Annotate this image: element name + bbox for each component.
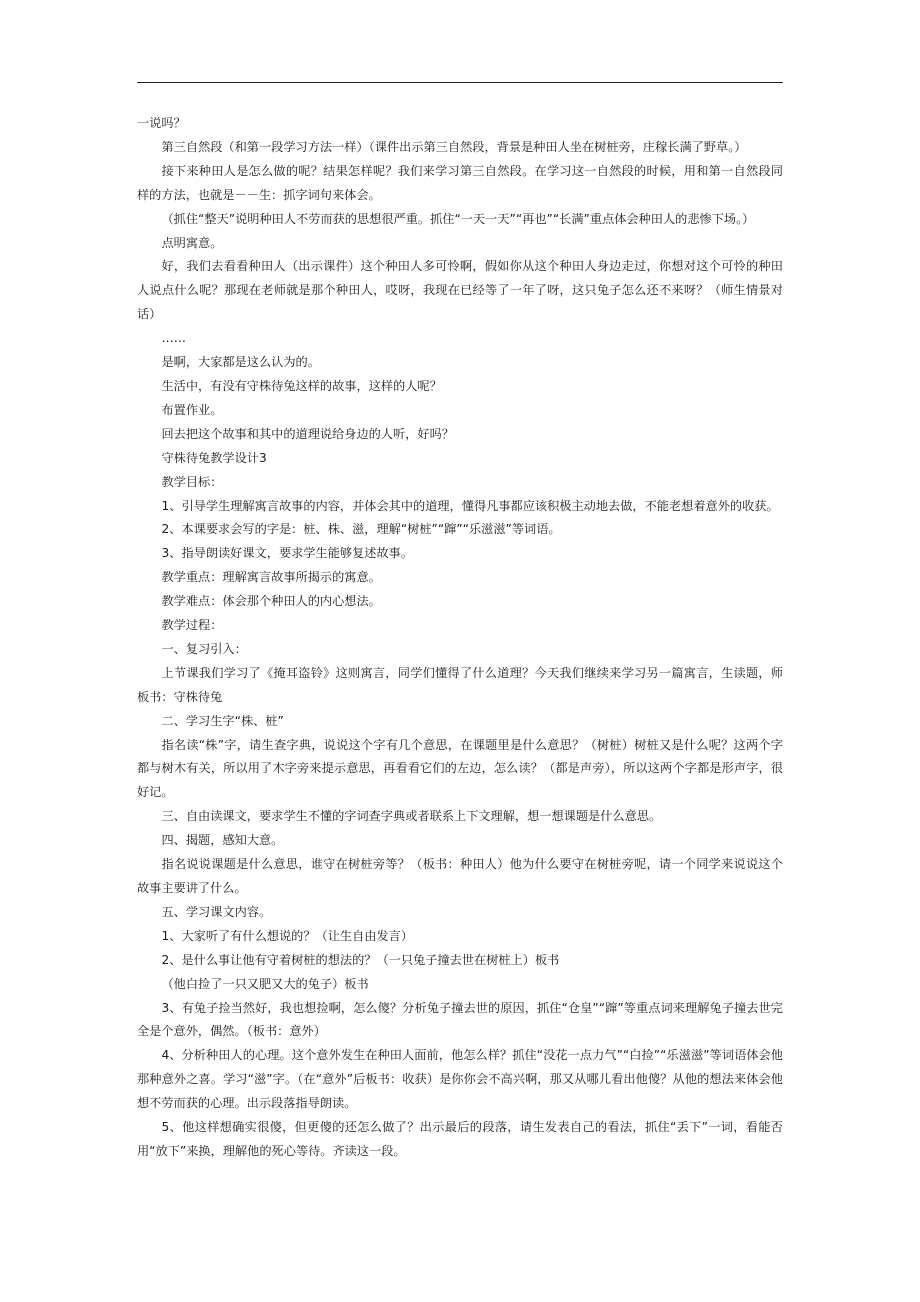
paragraph: 2、本课要求会写的字是：桩、株、滋，理解“树桩”“蹿”“乐滋滋”等词语。 [161,522,561,537]
paragraph: 教学目标： [161,474,223,489]
paragraph: 3、有兔子捡当然好，我也想捡啊，怎么傻？分析兔子撞去世的原因，抓住“仓皇”“蹿”等重点词来理解兔子撞去世完全是个意外，偶然。（板书：意外） [137,1000,783,1039]
paragraph: 好，我们去看看种田人（出示课件）这个种田人多可怜啊，假如你从这个种田人身边走过，你想对这个可怜的种田人说点什么呢？那现在老师就是那个种田人，哎呀，我现在已经等了一年了呀，这只兔子怎么还不来呀？（师生情景对话） [137,259,783,322]
paragraph: 二、学习生字“株、桩” [161,713,284,728]
paragraph: （他白捡了一只又肥又大的兔子）板书 [161,976,369,991]
paragraph: 接下来种田人是怎么做的呢？结果怎样呢？我们来学习第三自然段。在学习这一自然段的时候，用和第一自然段同样的方法，也就是－－生：抓字词句来体会。 [137,163,783,202]
paragraph: 一说吗？ [137,116,186,130]
paragraph: 2、是什么事让他有守着树桩的想法的？（一只兔子撞去世在树桩上）板书 [161,952,560,967]
paragraph: 3、指导朗读好课文，要求学生能够复述故事。 [161,546,414,561]
paragraph: 五、学习课文内容。 [161,904,272,919]
paragraph: 守株待兔教学设计3 [161,450,267,465]
paragraph: …… [161,331,186,346]
paragraph: 4、分析种田人的心理。这个意外发生在种田人面前，他怎么样？抓住“没花一点力气”“白捡”“乐滋滋”等词语体会他那种意外之喜。学习“滋”字。（在“意外”后板书：收获）是你你会不高兴啊，那又从哪儿看出他傻？从他的想法来体会他想不劳而获的心理。出示段落指导朗读。 [137,1048,783,1111]
document-body [137,112,783,1164]
paragraph: 布置作业。 [161,402,223,417]
header-rule [137,82,783,83]
paragraph: 上节课我们学习了《掩耳盗铃》这则寓言，同学们懂得了什么道理？今天我们继续来学习另一篇寓言，生读题，师板书：守株待兔 [137,665,783,704]
paragraph: 指名读“株”字，请生查字典，说说这个字有几个意思，在课题里是什么意思？（树桩）树桩又是什么呢？这两个字都与树木有关，所以用了木字旁来提示意思，再看看它们的左边，怎么读？（都是声旁），所以这两个字都是形声字，很好记。 [137,737,783,800]
paragraph: 第三自然段（和第一段学习方法一样）（课件出示第三自然段，背景是种田人坐在树桩旁，庄稼长满了野草。） [161,139,747,154]
paragraph: 三、自由读课文，要求学生不懂的字词查字典或者联系上下文理解，想一想课题是什么意思。 [161,809,662,824]
paragraph: 生活中，有没有守株待兔这样的故事，这样的人呢？ [161,378,442,393]
paragraph: 教学难点：体会那个种田人的内心想法。 [161,594,381,609]
paragraph: 一、复习引入： [161,641,247,656]
paragraph: 回去把这个故事和其中的道理说给身边的人听，好吗？ [161,426,454,441]
paragraph: 教学重点：理解寓言故事所揭示的寓意。 [161,570,381,585]
paragraph: 1、大家听了有什么想说的？（让生自由发言） [161,928,414,943]
paragraph: 教学过程： [161,618,223,633]
paragraph: （抓住“整天”说明种田人不劳而获的思想很严重。抓住“一天一天”“再也”“长满”重点体会种田人的悲惨下场。） [161,211,755,226]
paragraph: 1、引导学生理解寓言故事的内容，并体会其中的道理，懂得凡事都应该积极主动地去做，不能老想着意外的收获。 [161,498,779,513]
paragraph: 四、揭题，感知大意。 [161,833,284,848]
paragraph: 是啊，大家都是这么认为的。 [161,355,320,370]
paragraph: 点明寓意。 [161,235,223,250]
paragraph: 5、他这样想确实很傻，但更傻的还怎么做了？出示最后的段落，请生发表自己的看法，抓住“丢下”一词，看能否用“放下”来换，理解他的死心等待。齐读这一段。 [137,1120,783,1158]
paragraph: 指名说说课题是什么意思，谁守在树桩旁等？（板书：种田人）他为什么要守在树桩旁呢，请一个同学来说说这个故事主要讲了什么。 [137,857,783,895]
